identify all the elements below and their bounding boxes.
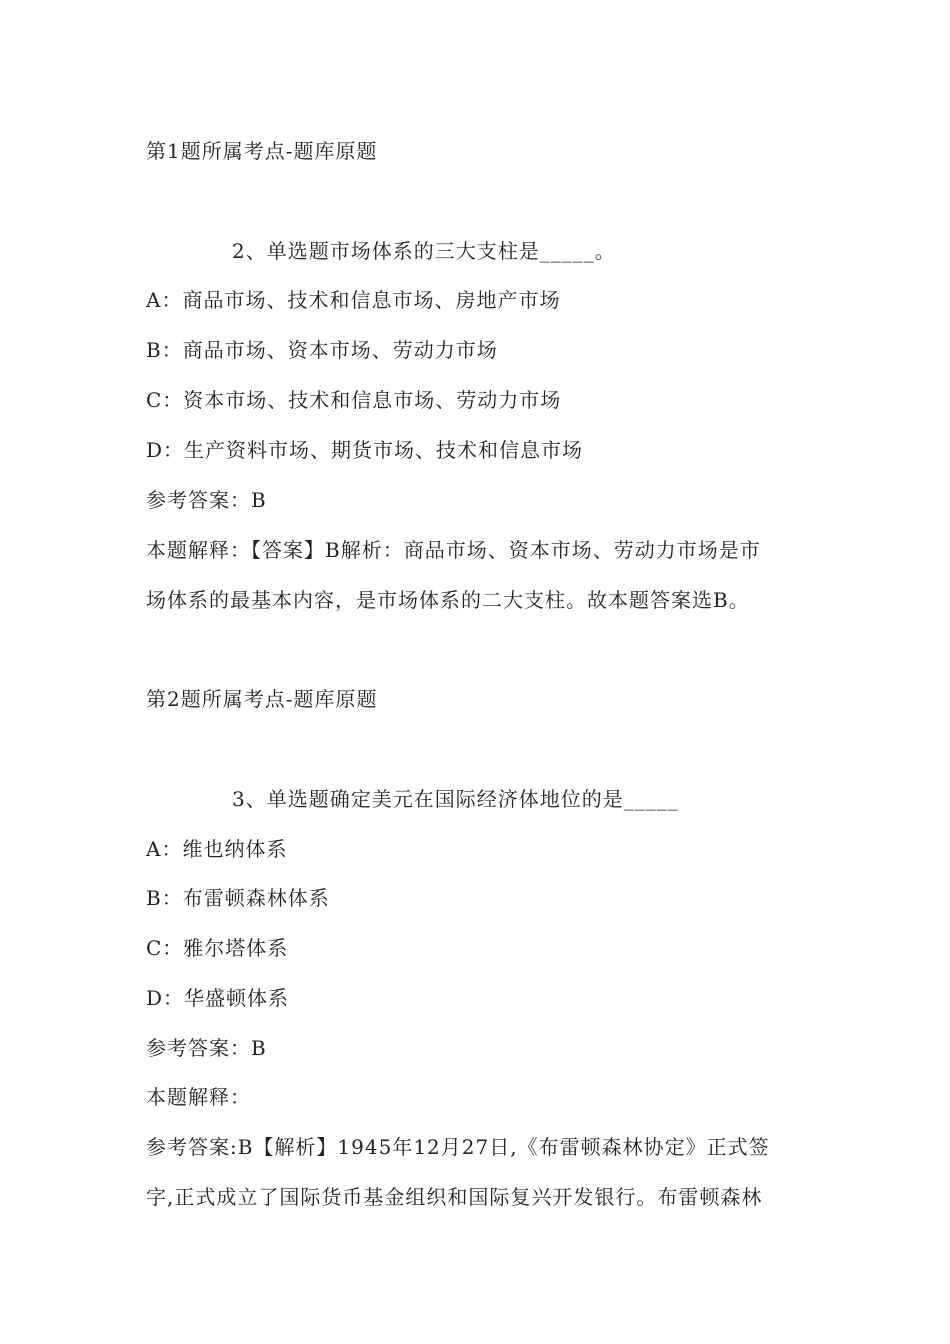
question-2-explanation-line-1: 本题解释：【答案】B解析：商品市场、资本市场、劳动力市场是市 (146, 538, 761, 562)
question-2-option-d: D：生产资料市场、期货市场、技术和信息市场 (146, 438, 584, 462)
question-3-option-c: C：雅尔塔体系 (146, 936, 289, 960)
question-3-answer: 参考答案：B (146, 1036, 267, 1060)
question-3-option-b: B：布雷顿森林体系 (146, 886, 330, 910)
question-2-option-a: A：商品市场、技术和信息市场、房地产市场 (146, 288, 561, 312)
question-3-option-a: A：维也纳体系 (146, 837, 288, 861)
question-2-option-b: B：商品市场、资本市场、劳动力市场 (146, 338, 498, 362)
question-1-exam-point: 第1题所属考点-题库原题 (146, 139, 378, 163)
question-3-explanation-line-2: 字,正式成立了国际货币基金组织和国际复兴开发银行。布雷顿森林 (146, 1185, 763, 1209)
question-3-explanation-line-1: 参考答案:B【解析】1945年12月27日,《布雷顿森林协定》正式签 (146, 1135, 770, 1159)
question-3-explanation-label: 本题解释： (146, 1085, 251, 1109)
question-2-explanation-line-2: 场体系的最基本内容，是市场体系的二大支柱。故本题答案选B。 (146, 588, 750, 612)
question-2-option-c: C：资本市场、技术和信息市场、劳动力市场 (146, 388, 562, 412)
question-3-option-d: D：华盛顿体系 (146, 986, 290, 1010)
question-2-exam-point: 第2题所属考点-题库原题 (146, 687, 378, 711)
question-3-stem: 3、单选题确定美元在国际经济体地位的是_____ (232, 787, 679, 811)
question-2-answer: 参考答案：B (146, 488, 267, 512)
question-2-stem: 2、单选题市场体系的三大支柱是_____。 (232, 239, 616, 263)
